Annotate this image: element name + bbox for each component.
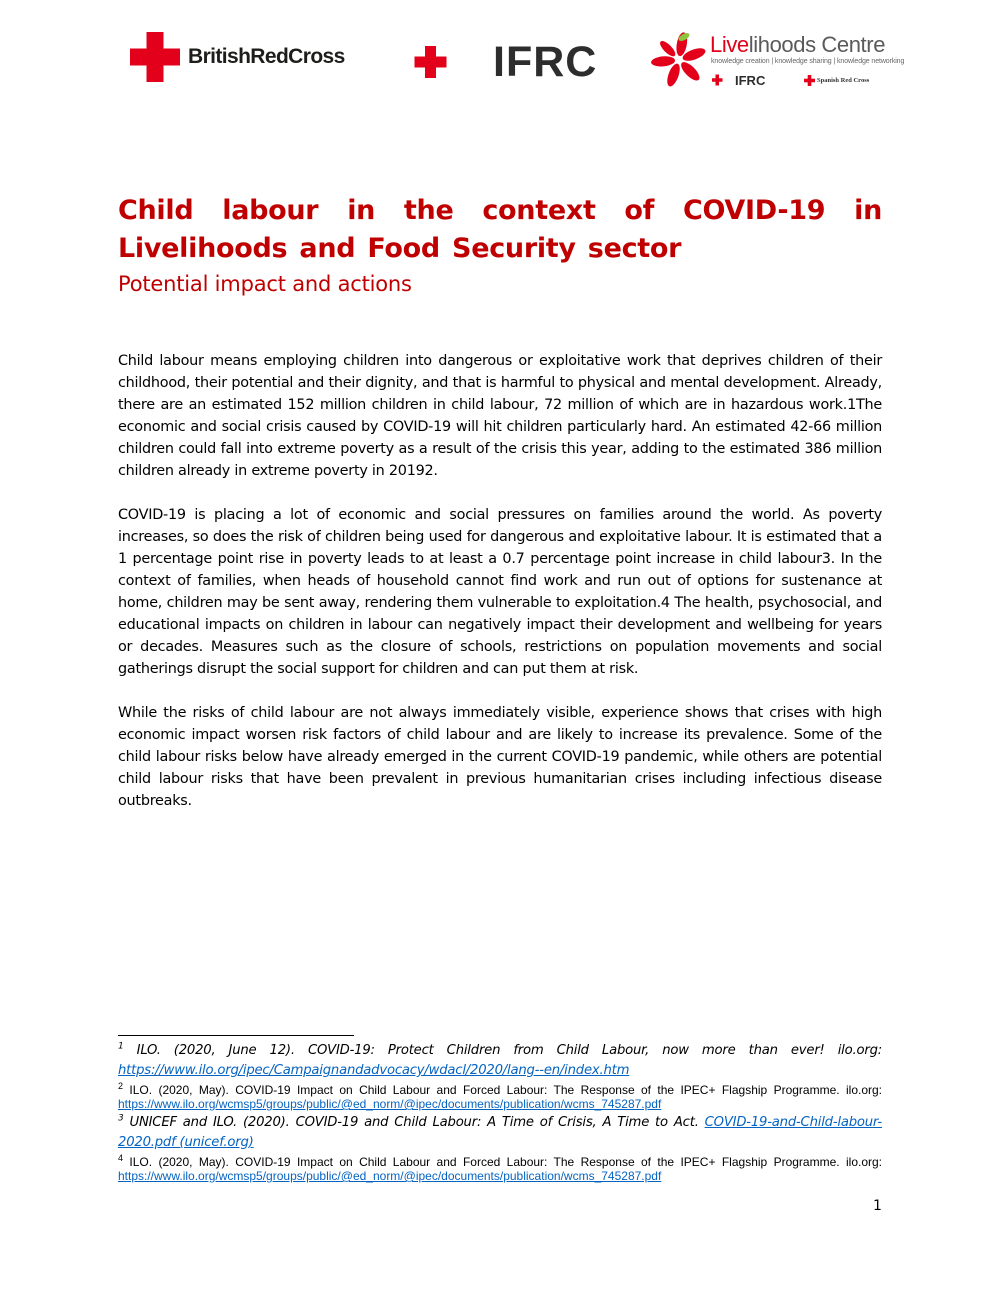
- body-text: [118, 350, 882, 834]
- british-red-cross-logo: [130, 32, 345, 82]
- ifrc-wordmark: IFRC: [493, 38, 598, 86]
- red-cross-icon: [130, 32, 180, 82]
- footnote-2: $^2$ ILO. (2020, May). COVID-19 Impact on Child Labour and Forced Labour: The Response of the IPEC+ Flagship Programme. ilo.org: https://www.ilo.org/wcmsp5/groups/public/@ed_norm/@ipec/documents/publication/wcms_745287.pdf: [118, 1081, 882, 1111]
- footnote-3: $^3$ UNICEF and ILO. (2020). COVID-19 and Child Labour: A Time of Crisis, A Time to Act. COVID-19-and-Child-labour-2020.pdf (unicef.org): [118, 1113, 882, 1150]
- page-number: 1: [873, 1198, 882, 1214]
- cross-crescent-icon: [413, 40, 491, 84]
- livelihoods-centre-logo: [648, 30, 905, 92]
- livelihoods-centre-tagline: knowledge creation | knowledge sharing | knowledge networking: [711, 58, 905, 65]
- footnote-1-link[interactable]: https://www.ilo.org/ipec/Campaignandadvocacy/wdacl/2020/lang--en/index.htm: [118, 1063, 630, 1078]
- footnote-1: $^1$ ILO. (2020, June 12). COVID-19: Protect Children from Child Labour, now more than ever! ilo.org: https://www.ilo.org/ipec/Campaignandadvocacy/wdacl/2020/lang--en/index.htm: [118, 1041, 882, 1078]
- footnote-2-link[interactable]: https://www.ilo.org/wcmsp5/groups/public/@ed_norm/@ipec/documents/publication/wcms_745287.pdf: [118, 1097, 662, 1111]
- small-red-cross-icon: [804, 75, 815, 86]
- british-red-cross-wordmark: BritishRedCross: [188, 45, 345, 68]
- footnote-4-link[interactable]: https://www.ilo.org/wcmsp5/groups/public/@ed_norm/@ipec/documents/publication/wcms_745287.pdf: [118, 1169, 662, 1183]
- footnotes: [118, 1041, 882, 1185]
- footnote-4: $^4$ ILO. (2020, May). COVID-19 Impact on Child Labour and Forced Labour: The Response of the IPEC+ Flagship Programme. ilo.org: https://www.ilo.org/wcmsp5/groups/public/@ed_norm/@ipec/documents/publication/wcms_745287.pdf: [118, 1153, 882, 1183]
- flower-icon: [648, 30, 710, 90]
- document-subtitle: Potential impact and actions: [118, 272, 412, 296]
- paragraph: While the risks of child labour are not always immediately visible, experience shows that crises with high economic impact worsen risk factors of child labour and are likely to increase its prevalence. Some of the child labour risks below have already emerged in the current COVID-19 pandemic, while others are potential child labour risks that have been prevalent in previous humanitarian crises including infectious disease outbreaks.: [118, 705, 882, 809]
- footnote-separator: [118, 1035, 354, 1036]
- small-cross-crescent-icon: [712, 73, 734, 87]
- paragraph: Child labour means employing children into dangerous or exploitative work that deprives children of their childhood, their potential and their dignity, and that is harmful to physical and mental development. Already, there are an estimated 152 million children in child labour, 72 million of which are in hazardous work.1The economic and social crisis caused by COVID-19 will hit children particularly hard. An estimated 42-66 million children could fall into extreme poverty as a result of the crisis this year, adding to the estimated 386 million children already in extreme poverty in 20192.: [118, 353, 882, 479]
- document-title: Child labour in the context of COVID-19 in Livelihoods and Food Security sector: [118, 195, 882, 264]
- livelihoods-centre-wordmark: Livelihoods Centre: [710, 32, 886, 57]
- spanish-red-cross-logo: Spanish Red Cross: [804, 75, 869, 86]
- footnote-3-link[interactable]: COVID-19-and-Child-labour-2020.pdf (unicef.org): [118, 1115, 882, 1150]
- title-block: [118, 192, 882, 300]
- ifrc-logo: [413, 40, 597, 84]
- small-ifrc-logo: IFRC: [712, 73, 765, 87]
- paragraph: COVID-19 is placing a lot of economic and social pressures on families around the world. As poverty increases, so does the risk of children being used for dangerous and exploitative labour. It is estimated that a 1 percentage point rise in poverty leads to at least a 0.7 percentage point increase in child labour3. In the context of families, when heads of household cannot find work and run out of options for sustenance at home, children may be sent away, rendering them vulnerable to exploitation.4 The health, psychosocial, and educational impacts on children in labour can negatively impact their development and wellbeing for years or decades. Measures such as the closure of schools, restrictions on population movements and social gatherings disrupt the social support for children and can put them at risk.: [118, 507, 882, 677]
